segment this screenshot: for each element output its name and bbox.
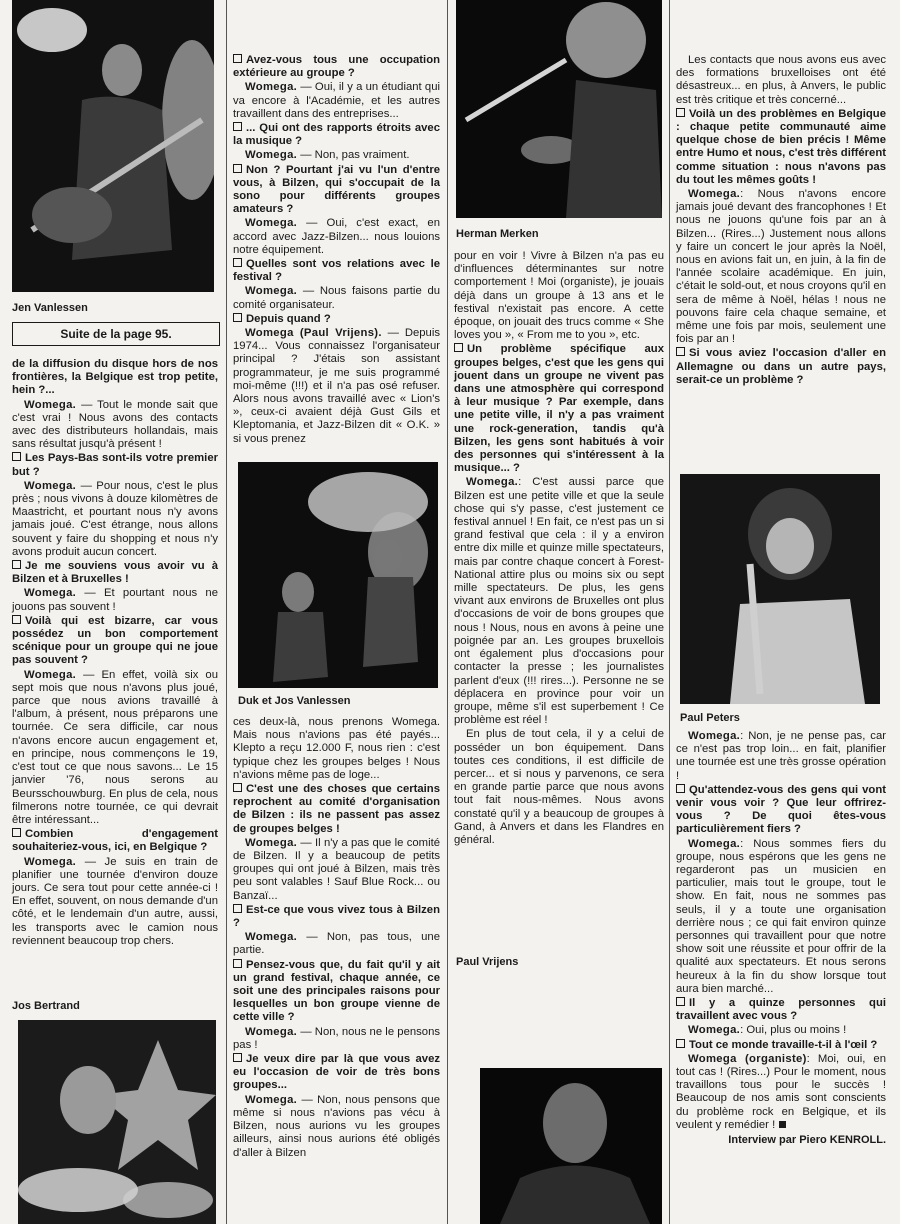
checkbox-icon (233, 313, 242, 322)
answer: Womega.: Nous n'avons encore jamais joué devant des francophones ! Et nous ne jouons qu'une fois par an à Bilzen... (Rires...) Justement nous allons y faire un concert le jour après la Noël, nous en avions fait un, en juin, à la fin de l'année scolaire académique. En juin, c'était le sold-out, et nous croyons qu'il en sera de même à Noël, hélas ! nous ne pouvons faire cela chaque semaine, et même une fois par mois, seulement une fois par an ! (676, 188, 886, 346)
column-rule (669, 0, 670, 1224)
answer: Womega. — Oui, c'est exact, en accord avec Jazz-Bilzen... nous louions notre équipement. (233, 217, 440, 256)
photo-jos-bertrand (18, 1020, 216, 1224)
answer-continued: pour en voir ! Vivre à Bilzen n'a pas eu d'influences déterminantes sur notre comportement ! Moi (organiste), je jouais déjà dans un groupe à 13 ans et le festival n'existait pas encore. A cette époque, on jouait des trucs comme « She loves you », « From me to you », etc. (454, 250, 664, 342)
question: Pensez-vous que, du fait qu'il y ait un grand festival, chaque année, ce soit une des principales raisons pour lesquelles un bon groupe vienne de cette ville ? (233, 958, 440, 1024)
answer: Womega (organiste): Moi, oui, en tout cas ! (Rires...) Pour le moment, nous travaillons tous pour le succès ! Beaucoup de nos amis sont conscients du problème rock en Belgique, et ils veulent y remédier ! (676, 1052, 886, 1131)
photo-paul-peters (680, 474, 880, 704)
checkbox-icon (676, 347, 685, 356)
answer: Womega. — Tout le monde sait que c'est vrai ! Nous avons des contacts avec des distributeurs hollandais, mais sans résultat jusqu'à présent ! (12, 398, 218, 451)
photo-duk-jos-vanlessen (238, 462, 438, 688)
answer: Womega.: C'est aussi parce que Bilzen est une petite ville et que la seule chose qui s'y passe, c'est justement ce festival annuel ! En fait, ce n'est pas un si grand festival que cela : il y a environ entre dix mille et quinze mille spectateurs, mais par contre chaque concert à Forest-National attire plus ou moins six ou sept mille spectateurs. De plus, les gens vivant aux environs de Bruxelles ont plus d'occasions de voir de bons groupes que nous ! Nous, nous en avons à peine une poignée par an. Les groupes bruxellois ont également plus d'occasions pour contacter la presse ; les journalistes parlent d'eux (!!! rires...). Personne ne se déplacera en province pour voir un groupe, même s'il est superbement ! Ce problème est réel ! (454, 476, 664, 727)
answer: Womega. — Et pourtant nous ne jouons pas souvent ! (12, 587, 218, 613)
checkbox-icon (12, 452, 21, 461)
question: Qu'attendez-vous des gens qui vont venir vous voir ? Que leur offrirez-vous ? De quoi êtes-vous particulièrement fiers ? (676, 783, 886, 836)
column-rule (226, 0, 227, 1224)
checkbox-icon (12, 615, 21, 624)
question: Est-ce que vous vivez tous à Bilzen ? (233, 903, 440, 930)
suite-de-la-page-box: Suite de la page 95. (12, 322, 220, 346)
checkbox-icon (233, 904, 242, 913)
column-1-text (12, 358, 218, 949)
checkbox-icon (233, 122, 242, 131)
checkbox-icon (676, 108, 685, 117)
column-rule (447, 0, 448, 1224)
column-2-text-top (233, 54, 440, 447)
column-2-text-bottom (233, 716, 440, 1161)
question: ... Qui ont des rapports étroits avec la musique ? (233, 122, 440, 148)
answer-continued: Les contacts que nous avons eus avec des formations bruxelloises ont été désastreux... en plus, à Anvers, le public est très critique et très concerné... (676, 54, 886, 106)
question: Non ? Pourtant j'ai vu l'un d'entre vous, à Bilzen, qui s'occupait de la sono pour différents groupes amateurs ? (233, 163, 440, 216)
end-mark-icon (779, 1121, 786, 1128)
checkbox-icon (454, 343, 463, 352)
column-4-text-top (676, 54, 886, 388)
question: Je me souviens vous avoir vu à Bilzen et à Bruxelles ! (12, 560, 218, 586)
interview-credit: Interview par Piero KENROLL. (728, 1134, 886, 1147)
question: Les Pays-Bas sont-ils votre premier but ? (12, 452, 218, 478)
answer: Womega.: Non, je ne pense pas, car ce n'est pas trop loin... en fait, planifier une tournée est une très grosse opération ! (676, 730, 886, 782)
question: Je veux dire par là que vous avez eu l'occasion de voir de très bons groupes... (233, 1053, 440, 1092)
answer: Womega. — Il n'y a pas que le comité de Bilzen. Il y a beaucoup de petits groupes qui ont joué à Bilzen, mais très peu sont valables ! Sauf Blue Rock... ou Banzaï... (233, 836, 440, 902)
answer: Womega. — Non, pas vraiment. (245, 149, 410, 162)
checkbox-icon (233, 1053, 242, 1062)
checkbox-icon (233, 258, 242, 267)
question: Depuis quand ? (233, 313, 440, 326)
question: Voilà qui est bizarre, car vous possédez un bon comportement scénique pour un groupe qui ne joue pas souvent ? (12, 614, 218, 667)
answer-continued: ces deux-là, nous prenons Womega. Mais nous n'avions pas été payés... Klepto a reçu 12.000 F, nous rien : c'est typique chez les groupes belges ! Nous n'avions même pas de loge... (233, 716, 440, 781)
answer: Womega (Paul Vrijens). — Depuis 1974... Vous connaissez l'organisateur principal ? J'étais son assistant programmateur, je me suis programmé moi-même (!!!) et il n'a pas osé refuser. Alors nous avons travaillé avec « Lion's », ceux-ci avaient déjà Gust Gils et Kleptomania, et Jazz-Bilzen dit « O.K. » si vous prenez (233, 327, 440, 445)
question: Il y a quinze personnes qui travaillent avec vous ? (676, 997, 886, 1023)
photo-jen-vanlessen (12, 0, 214, 292)
photo-herman-merken (456, 0, 662, 218)
answer: Womega. — Nous faisons partie du comité organisateur. (233, 285, 441, 311)
caption-paul-peters: Paul Peters (680, 712, 740, 724)
answer: Womega.: Oui, plus ou moins ! (688, 1024, 847, 1037)
checkbox-icon (12, 560, 21, 569)
caption-duk: Duk et Jos Vanlessen (238, 695, 351, 707)
photo-paul-vrijens (480, 1068, 662, 1224)
question: C'est une des choses que certains reprochent au comité d'organisation de Bilzen : ils ne passent pas assez de groupes belges ! (233, 783, 440, 835)
question: Quelles sont vos relations avec le festival ? (233, 258, 440, 284)
caption-herman: Herman Merken (456, 228, 539, 240)
column-3-text (454, 250, 664, 848)
answer: Womega. — Non, nous pensons que même si nous n'avions pas vécu à Bilzen, nous aurions vu les groupes ailleurs, ainsi nous aurions été obligés d'aller à Bilzen (233, 1093, 440, 1159)
question: de la diffusion du disque hors de nos frontières, la Belgique est trop petite, hein ?... (12, 358, 218, 397)
caption-paul-vrijens: Paul Vrijens (456, 956, 519, 968)
answer: Womega. — Non, nous ne le pensons pas ! (233, 1025, 441, 1051)
checkbox-icon (233, 164, 242, 173)
answer: Womega. — Non, pas tous, une partie. (233, 931, 440, 957)
checkbox-icon (233, 783, 242, 792)
answer: Womega. — Pour nous, c'est le plus près ; nous vivons à douze kilomètres de Maastricht, et pourtant nous n'y avons jamais joué. C'est étrange, nous allons souvent y faire du shopping et nous n'y avons produit aucun concert. (12, 479, 218, 558)
checkbox-icon (233, 54, 242, 63)
band-onstage-image (238, 462, 438, 688)
question: Si vous aviez l'occasion d'aller en Allemagne ou dans un autre pays, serait-ce un problème ? (676, 347, 886, 386)
checkbox-icon (12, 828, 21, 837)
answer: Womega.: Nous sommes fiers du groupe, nous espérons que les gens ne regarderont pas un musicien en particulier, mais tout le groupe, tout le show. En fait, nous ne sommes pas seuls, il y a toute une organisation derrière nous ; ce qui fait environ quinze personnes qui travaillent pour que notre show soit une réussite et pour offrir de la qualité aux spectateurs. Et nous serons heureux à la fin du show lorsque tout aura bien marché... (676, 837, 886, 995)
guitarist-image (12, 0, 214, 292)
question: Un problème spécifique aux groupes belges, c'est que les gens qui jouent dans un groupe ne vivent pas dans une atmosphère qui correspond à leur musique ? Par exemple, dans une petite ville, il n'y a pas vraiment une rock-generation, tandis qu'à Bilzen, les gens sont habitués à voir des personnes qui s'intéressent à la musique... ? (454, 343, 664, 475)
checkbox-icon (676, 997, 685, 1006)
organist-image (480, 1068, 662, 1224)
singer-image (456, 0, 662, 218)
answer: Womega. — Je suis en train de planifier une tournée d'environ douze jours. Ce sera tout pour cette année-ci ! En effet, souvent, on nous demande d'un côté, et le lendemain d'un autre, aussi, les transports avec le camion nous reviennent beaucoup trop chers. (12, 855, 218, 947)
question: Combien d'engagement souhaiteriez-vous, ici, en Belgique ? (12, 828, 218, 854)
answer-continued: En plus de tout cela, il y a celui de posséder un bon équipement. Dans toutes ces conditions, il est difficile de percer... et si nous y parvenons, ce sera en grande partie parce que nous avons tout fait nous-mêmes. Nous avons constaté qu'il y a beaucoup de groupes à Gand, à Anvers et dans les Flandres en général. (454, 728, 664, 846)
checkbox-icon (676, 1039, 685, 1048)
saxophonist-image (680, 474, 880, 704)
caption-jos-bertrand: Jos Bertrand (12, 1000, 80, 1012)
answer: Womega. — Oui, il y a un étudiant qui va encore à l'Académie, et les autres travaillent dans des entreprises... (233, 81, 441, 120)
answer: Womega. — En effet, voilà six ou sept mois que nous n'avons plus joué, parce que nous avions travaillé à l'album, à présent, nous préparons une tournée. Ce sera difficile, car nous n'avons encore aucun engagement et, en principe, nous commençons le 19, c'est tout ce que nous savons... Le 15 janvier '76, nous serons au Beursschouwburg. En plus de cela, nous filmerons notre tournée, ce qui devrait être intéressant... (12, 668, 218, 826)
question: Avez-vous tous une occupation extérieure au groupe ? (233, 54, 440, 80)
checkbox-icon (233, 959, 242, 968)
question: Tout ce monde travaille-t-il à l'œil ? (676, 1039, 886, 1052)
column-4-text-bottom (676, 730, 886, 1147)
checkbox-icon (676, 784, 685, 793)
question: Voilà un des problèmes en Belgique : chaque petite communauté aime quelque chose de bien précis ! Même entre Humo et nous, c'est très différent comme situation : nous n'avons pas du tout les mêmes goûts ! (676, 107, 886, 186)
drummer-image (18, 1020, 216, 1224)
caption-jen: Jen Vanlessen (12, 302, 88, 314)
